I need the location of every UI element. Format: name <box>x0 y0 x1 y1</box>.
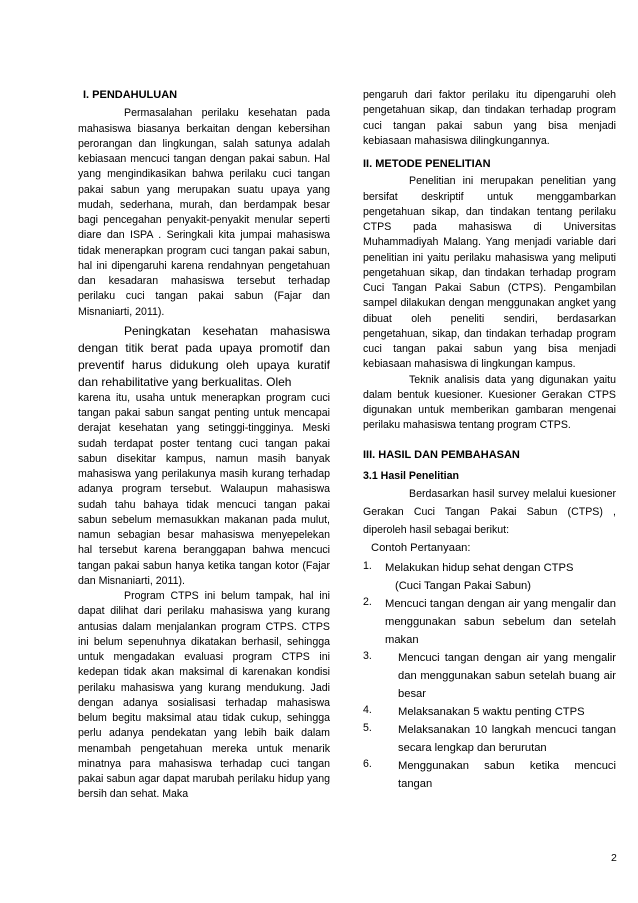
paragraph: Teknik analisis data yang digunakan yaitu dalam bentuk kuesioner. Kuesioner Gerakan CTPS digunakan untuk memberikan gambaran mengenai perilaku mahasiswa tentang program CTPS. <box>363 373 616 432</box>
list-item <box>363 703 616 721</box>
list-text: Melaksanakan 5 waktu penting CTPS <box>398 706 585 718</box>
list-number: 5. <box>363 722 372 734</box>
page-number: 2 <box>611 852 617 864</box>
list-text: Mencuci tangan dengan air yang mengalir dan menggunakan sabun setelah buang air besar <box>398 652 616 700</box>
list-text: Melaksanakan 10 langkah mencuci tangan secara lengkap dan berurutan <box>398 724 616 754</box>
paragraph: Program CTPS ini belum tampak, hal ini dapat dilihat dari perilaku mahasiswa yang kurang antusias dalam menjalankan program CTPS. CTPS ini belum sepenuhnya dikatakan berhasil, sehingga untuk mengadakan evaluasi program CTPS ini kedepan tidak akan maksimal di karenakan kondisi perilaku mahasiswa yang kurang mendukung. Jadi dengan adanya sosialisasi terhadap mahasiswa belum begitu maksimal atau tidak cukup, sehingga perlu adanya pendekatan yang lebih baik dalam menambah pengetahuan mereka untuk menarik minatnya para mahasiswa terhadap cuci tangan pakai sabun agar dapat marubah perilaku hidup yang bersih dan sehat. Maka <box>78 590 330 801</box>
list-text-wrap: (Cuci Tangan Pakai Sabun) <box>395 580 531 592</box>
right-column <box>363 88 616 793</box>
paragraph: Permasalahan perilaku kesehatan pada mahasiswa biasanya berkaitan dengan kebersihan perorangan dan lingkungan, salah satunya adalah kebiasaan mencuci tangan dengan pakai sabun. Hal yang mengindikasikan bahwa perilaku cuci tangan pakai sabun yang merupakan suatu upaya yang mudah, sederhana, murah, dan berdampak besar bagi pencegahan penyakit-penyakit menular seperti diare dan ISPA . Seringkali kita jumpai mahasiswa tidak menerapkan program cuci tangan pakai sabun, hal ini dipengaruhi karena rendahnyan pengetahuan dan kesadaran mahasiswa tersebut terhadap perilaku cuci tangan pakai sabun (Fajar dan Misnaniarti, 2011). <box>78 107 330 318</box>
list-text: Menggunakan sabun ketika mencuci tangan <box>398 760 616 790</box>
list-number: 4. <box>363 704 372 716</box>
section-heading-pendahuluan: I. PENDAHULUAN <box>83 89 178 101</box>
paragraph: Penelitian ini merupakan penelitian yang bersifat deskriptif untuk menggambarkan pengetahuan sikap, dan tindakan tentang perilaku CTPS pada mahasiswa di Universitas Muhammadiyah Malang. Yang menjadi variable dari penelitian ini yaitu perilaku mahasiswa yang meliputi pengetahuan sikap, dan tindakan terhadap program Cuci Tangan Pakai Sabun (CTPS). Pengambilan sampel dilakukan dengan menggunakan angket yang dibuat oleh peneliti sendiri, berdasarkan pengetahuan, sikap, dan tindakan terhadap program cuci tangan pakai sabun yang bisa menjadi kebiasaan mahasiswa di lingkungan kampus. <box>363 175 616 371</box>
paragraph: karena itu, usaha untuk menerapkan program cuci tangan pakai sabun sangat penting untuk mencapai derajat kesehatan yang setinggi-tingginya. Meski sudah terdapat poster tentang cuci tangan pakai sabun disekitar kampus, namun masih banyak mahasiswa yang perilakunya masih kurang terhadap adanya program tersebut. Walaupun mahasiswa sudah tahu bahaya tidak mencuci tangan pakai sabun sebelum memasukkan makanan pada mulut, namun sebagian besar mahasiswa menyepelekan hal tersebut karena beranggapan bahwa mencuci tangan pakai sabun hanya ketika tangan kotor (Fajar dan Misnaniarti, 2011). <box>78 391 330 587</box>
question-label: Contoh Pertanyaan: <box>371 542 471 554</box>
paragraph: Peningkatan kesehatan mahasiswa dengan titik berat pada upaya promotif dan preventif harus didukung oleh upaya kuratif dan rehabilitative yang berkualitas. Oleh <box>78 323 330 389</box>
list-number: 2. <box>363 596 372 608</box>
list-number: 1. <box>363 560 372 572</box>
list-text: Melakukan hidup sehat dengan CTPS <box>385 562 574 574</box>
list-number: 6. <box>363 758 372 770</box>
list-item <box>363 595 616 649</box>
section-heading-hasil: III. HASIL DAN PEMBAHASAN <box>363 448 520 461</box>
paragraph: Berdasarkan hasil survey melalui kuesioner Gerakan Cuci Tangan Pakai Sabun (CTPS) , diperoleh hasil sebagai berikut: <box>363 488 616 536</box>
list-item <box>363 757 616 793</box>
list-text: Mencuci tangan dengan air yang mengalir dan menggunakan sabun sebelum dan setelah makan <box>385 598 616 646</box>
paragraph: pengaruh dari faktor perilaku itu dipengaruhi oleh pengetahuan sikap, dan tindakan terhadap program cuci tangan pakai sabun yang bisa menjadi kebiasaan mahasiswa dilingkungannya. <box>363 89 616 147</box>
list-item <box>363 649 616 703</box>
section-heading-metode: II. METODE PENELITIAN <box>363 158 491 170</box>
list-number: 3. <box>363 650 372 662</box>
subsection-heading: 3.1 Hasil Penelitian <box>363 469 459 482</box>
list-item <box>363 721 616 757</box>
left-column <box>78 88 330 803</box>
question-list <box>363 559 616 793</box>
list-item <box>363 559 616 595</box>
